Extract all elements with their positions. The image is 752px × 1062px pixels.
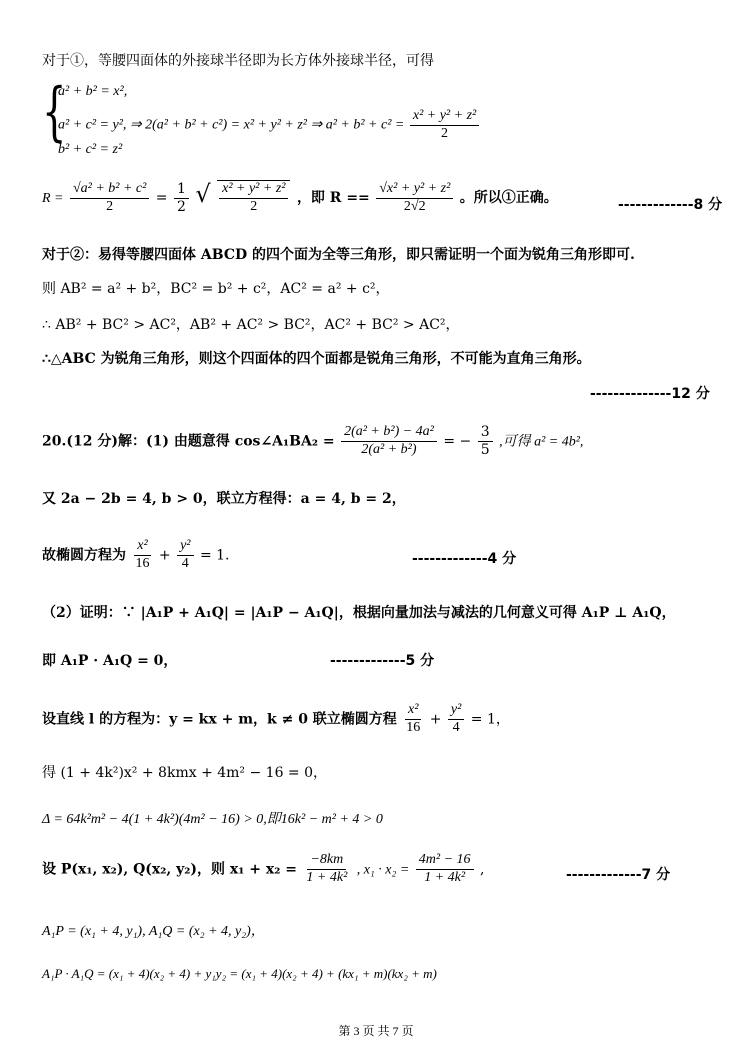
r-sqrt-frac — [217, 180, 290, 216]
r-half — [174, 181, 189, 216]
score-8: -------------8 分 — [618, 197, 723, 213]
system-eq-1: a² + b² = x², — [58, 84, 128, 99]
r-frac-2 — [376, 181, 453, 216]
q20-f-num: 3 — [478, 424, 493, 442]
page-footer: 第 3 页 共 7 页 — [338, 1024, 414, 1038]
l7-post: = 1. — [199, 547, 230, 564]
l10-frac-1 — [403, 702, 423, 737]
line-6: 又 2a − 2b = 4, b > 0，联立方程得：a = 4, b = 2， — [42, 491, 406, 507]
l7-d1: 16 — [135, 555, 150, 571]
l13-frac-1 — [303, 852, 350, 887]
line-1: 对于①，等腰四面体的外接球半径即为长方体外接球半径，可得 — [42, 53, 434, 69]
line-15: A₁P · A₁Q = (x₁ + 4)(x₂ + 4) + y₁y₂ = (x₁ + 4)(x₂ + 4) + (kx₁ + m)(kx₂ + m) — [42, 966, 437, 981]
r-pre: R = — [42, 191, 64, 206]
score-5: -------------5 分 — [330, 653, 435, 669]
line-12: Δ = 64k²m² − 4(1 + 4k²)(4m² − 16) > 0,即16k² − m² + 4 > 0 — [42, 812, 383, 827]
q20-frac — [341, 424, 437, 459]
line-2: 对于②：易得等腰四面体 ABCD 的四个面为全等三角形，即只需证明一个面为锐角三角形即可. — [42, 247, 635, 263]
system-brace: { — [42, 75, 67, 149]
l13-post: , — [480, 861, 485, 878]
l10-d2: 4 — [452, 719, 460, 735]
l7-plus: + — [158, 547, 171, 564]
r-frac-1-num: √a² + b² + c² — [70, 181, 149, 199]
r-half-num: 1 — [174, 181, 189, 199]
l13-n2: 4m² − 16 — [416, 852, 474, 870]
fraction — [410, 108, 479, 143]
q20-line — [42, 424, 583, 459]
l10-d1: 16 — [406, 719, 421, 735]
r-eq: = — [155, 190, 168, 206]
fraction-num: x² + y² + z² — [410, 108, 479, 126]
l10-plus: + — [429, 711, 442, 728]
score-7: -------------7 分 — [566, 867, 671, 883]
q20-pre: 20.(12 分)解：(1) 由题意得 cos∠A₁BA₂ = — [42, 433, 335, 450]
q20-num: 2(a² + b²) − 4a² — [341, 424, 437, 442]
q20-post: ,可得 a² = 4b², — [499, 434, 584, 450]
line-14: A₁P = (x₁ + 4, y₁), A₁Q = (x₂ + 4, y₂)， — [42, 924, 265, 939]
fraction-den: 2 — [441, 125, 449, 141]
r-frac-2-num: √x² + y² + z² — [376, 181, 453, 199]
q20-f-den: 5 — [480, 441, 490, 458]
l10-n1: x² — [405, 702, 421, 720]
line-11: 得 (1 + 4k²)x² + 8kmx + 4m² − 16 = 0， — [42, 765, 328, 781]
system-eq-3: b² + c² = z² — [58, 142, 123, 157]
q20-frac-2 — [478, 424, 493, 459]
score-12: --------------12 分 — [590, 386, 710, 402]
line-13 — [42, 852, 484, 887]
sqrt-sign: √ — [195, 180, 211, 208]
l10-n2: y² — [448, 702, 464, 720]
l7-n1: x² — [134, 538, 150, 556]
q20-den: 2(a² + b²) — [361, 441, 417, 457]
l13-n1: −8km — [307, 852, 346, 870]
line-5: ∴△ABC 为锐角三角形，则这个四面体的四个面都是锐角三角形，不可能为直角三角形。 — [42, 351, 591, 367]
r-post: 。所以①正确。 — [459, 190, 558, 206]
l13-pre: 设 P(x₁, x₂), Q(x₂, y₂)，则 x₁ + x₂ = — [42, 861, 297, 878]
r-sqrt-den: 2 — [250, 199, 258, 214]
r-half-den: 2 — [176, 198, 186, 215]
line-8: （2）证明：∵ |A₁P + A₁Q| = |A₁P − A₁Q|，根据向量加法与减法的几何意义可得 A₁P ⊥ A₁Q， — [42, 605, 676, 621]
score-4: -------------4 分 — [412, 551, 517, 567]
l10-pre: 设直线 l 的方程为：y = kx + m，k ≠ 0 联立椭圆方程 — [42, 711, 397, 728]
l10-frac-2 — [448, 702, 464, 737]
system-eq-2 — [58, 108, 481, 143]
system-eq-2-text: a² + c² = y², ⇒ 2(a² + b² + c²) = x² + y² + z² ⇒ a² + b² + c² = — [58, 117, 405, 133]
line-10 — [42, 702, 510, 737]
r-frac-1-den: 2 — [106, 198, 114, 214]
r-sqrt-num: x² + y² + z² — [219, 181, 288, 199]
l7-frac-2 — [177, 538, 193, 573]
q20-mid: = − — [443, 433, 472, 450]
line-3: 则 AB² = a² + b²，BC² = b² + c²，AC² = a² + c²， — [42, 281, 390, 297]
l7-pre: 故椭圆方程为 — [42, 547, 126, 564]
r-mid: ，即 R == — [296, 190, 370, 206]
radius-line — [42, 180, 558, 216]
l13-d1: 1 + 4k² — [306, 869, 348, 885]
line-7 — [42, 538, 230, 573]
l13-d2: 1 + 4k² — [424, 869, 466, 885]
line-9: 即 A₁P · A₁Q = 0， — [42, 653, 178, 669]
l7-n2: y² — [177, 538, 193, 556]
r-frac-1 — [70, 181, 149, 216]
l7-frac-1 — [132, 538, 152, 573]
l13-frac-2 — [416, 852, 474, 887]
line-4: ∴ AB² + BC² > AC²，AB² + AC² > BC²，AC² + BC² > AC²， — [42, 317, 460, 333]
l7-d2: 4 — [181, 555, 189, 571]
r-frac-2-den: 2√2 — [403, 198, 426, 214]
l13-mid: , x₁ · x₂ = — [356, 862, 410, 878]
l10-post: = 1， — [470, 711, 510, 728]
